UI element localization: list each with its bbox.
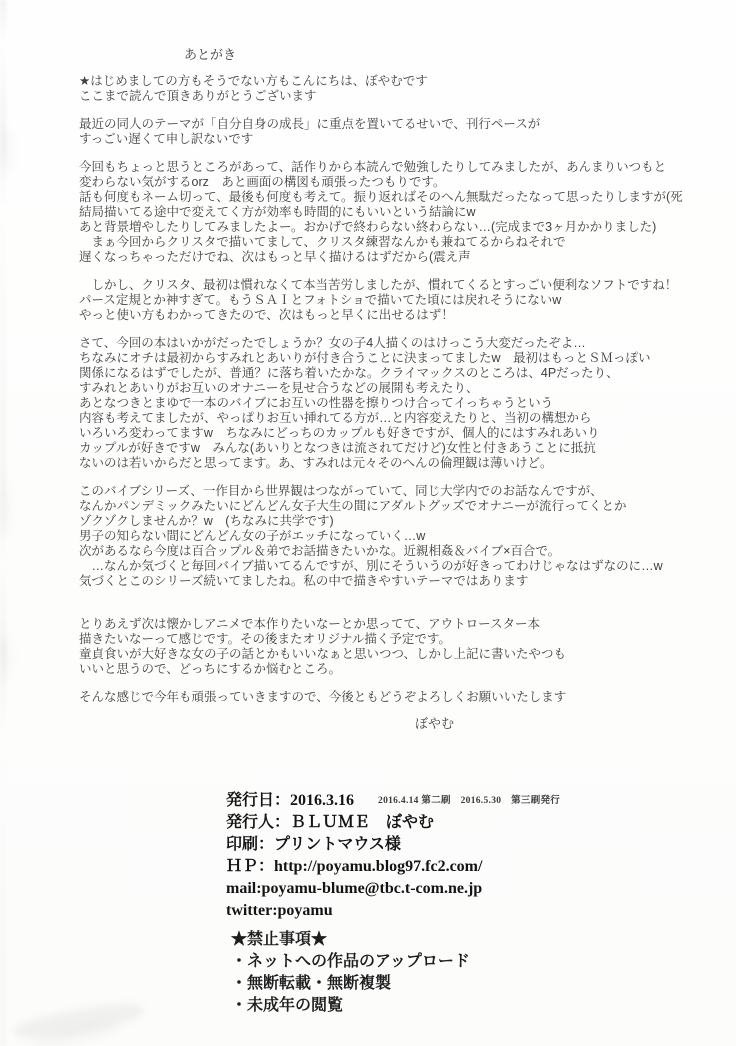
body-text-line: 最近の同人のテーマが「自分自身の成長」に重点を置いてるせいで、刊行ペースが xyxy=(79,117,541,131)
paragraph xyxy=(79,160,719,265)
body-text-line: このバイブシリーズ、一作目から世界観はつながっていて、同じ大学内でのお話なんですが、 xyxy=(79,484,603,498)
body-text-line: あと背景増やしたりしてみましたよー。おかげで終わらない終わらない…(完成まで3ヶ月かかりました) xyxy=(79,220,657,234)
body-text-line: 関係になるはずでしたが、普通？に落ち着いたかな。クライマックスのところは、4Pだったり、 xyxy=(79,366,619,380)
scan-smudge xyxy=(1,478,8,538)
body-text-line: ないのは若いからだと思ってます。あ、すみれは元々そのへんの倫理観は薄いけど。 xyxy=(79,456,553,470)
paragraph xyxy=(79,336,719,471)
scan-smudge xyxy=(2,128,10,174)
scan-smudge xyxy=(2,636,9,680)
body-text-line: 結局描いてる途中で変えてく方が効率も時間的にもいいという結論にw xyxy=(79,205,476,219)
body-text-line: 遅くなっちゃっただけでね、次はもっと早く描けるはずだから(震え声 xyxy=(79,250,471,264)
body-text-line: 次があるなら今度は百合ップル＆弟でお話描きたいかな。近親相姦＆バイブ×百合で。 xyxy=(79,544,561,558)
body-text-line: とりあえず次は懐かしアニメで本作りたいなーとか思ってて、アウトロースター本 xyxy=(79,617,541,631)
body-text-line: 描きたいなーって感じです。その後またオリジナル描く予定です。 xyxy=(79,632,451,646)
body-text-line: ちなみにオチは最初からすみれとあいりが付き合うことに決まってましたw 最初はもっとＳＭっぽい xyxy=(79,351,651,365)
body-text-line: すっごい遅くて申し訳ないです xyxy=(79,132,254,146)
author-signature: ぼやむ xyxy=(415,716,455,731)
body-text-line: ここまで読んで頂きありがとうございます xyxy=(79,89,317,103)
colophon-text: ＨＰ：http://poyamu.blog97.fc2.com/ xyxy=(226,858,483,875)
body-text-line: しかし、クリスタ、最初は慣れなくて本当苦労しましたが、慣れてくるとすっごい便利なソフトですね！ xyxy=(79,278,678,292)
colophon-row xyxy=(226,878,560,900)
body-text-line: …なんか気づくと毎回バイブ描いてるんですが、別にそういうのが好きってわけじゃなはずなのに…w xyxy=(79,559,663,573)
body-text-line: 気づくとこのシリーズ続いてましたね。私の中で描きやすいテーマではあります xyxy=(79,574,529,588)
body-text-line: そんな感じで今年も頑張っていきますので、今後ともどうぞよろしくお願いいたします xyxy=(79,690,567,704)
body-text-line: あとなつきとまゆで一本のバイブにお互いの性器を擦りつけ合ってイっちゃうという xyxy=(79,396,554,410)
body-text-line: すみれとあいりがお互いのオナニーを見せ合うなどの展開も考えたり、 xyxy=(79,381,479,395)
paragraph xyxy=(79,278,719,323)
paragraph xyxy=(79,74,719,104)
colophon-text: twitter:poyamu xyxy=(226,902,333,919)
colophon-text: 発行日：2016.3.16 xyxy=(226,792,355,809)
paragraph xyxy=(79,690,719,705)
body-text-line: 話も何度もネーム切って、最後も何度も考えて。振り返ればそのへん無駄だったなって思ったりしますが(死 xyxy=(79,190,683,204)
paragraph xyxy=(79,484,719,589)
colophon-reprint-note: 2016.4.14 第二刷 2016.5.30 第三刷発行 xyxy=(378,796,561,806)
prohibition-item: ・無断転載・無断複製 xyxy=(231,975,392,992)
body-text-line: さて、今回の本はいかがだったでしょうか？女の子4人描くのはけっこう大変だったぞよ… xyxy=(79,336,586,350)
colophon-text: 発行人：ＢＬＵＭＥ ぼやむ xyxy=(226,814,435,831)
paragraph xyxy=(79,117,719,147)
body-text-line: 男子の知らない間にどんどん女の子がエッチになっていく…w xyxy=(79,529,426,543)
body-text-line: ゾクゾクしませんか？w (ちなみに共学です) xyxy=(79,514,334,528)
body-text-line: パース定規とか神すぎて。もうＳＡＩとフォトショで描いてた頃には戻れそうにないw xyxy=(79,293,562,307)
prohibitions xyxy=(231,929,470,1017)
body-text-line: 今回もちょっと思うところがあって、話作りから本読んで勉強したりしてみましたが、あんまりいつもと xyxy=(79,160,667,174)
colophon-row xyxy=(226,834,560,856)
body-text-line: やっと使い方もわかってきたので、次はもっと早くに出せるはず！ xyxy=(79,308,454,322)
body-text-line: いいと思うので、どっちにするか悩むところ。 xyxy=(79,662,342,676)
prohibitions-list xyxy=(231,951,470,1017)
prohibition-item: ・ネットへの作品のアップロード xyxy=(231,953,470,970)
body-text-line: 内容も考えてましたが、やっぱりお互い挿れてる方が…と内容変えたりと、当初の構想から xyxy=(79,411,592,425)
prohibition-item: ・未成年の閲覧 xyxy=(231,997,344,1014)
colophon-row xyxy=(226,856,560,878)
body-text-line: ★はじめましての方もそうでない方もこんにちは、ぼやむです xyxy=(79,74,428,88)
body-text-line: まぁ今回からクリスタで描いてまして、クリスタ練習なんかも兼ねてるからねそれで xyxy=(79,235,566,249)
prohibitions-heading: ★禁止事項★ xyxy=(231,931,328,948)
colophon-row xyxy=(226,790,560,812)
colophon-text: 印刷：プリントマウス様 xyxy=(226,836,401,853)
body-text-line: カップルが好きですw みんな(あいりとなつきは流されてだけど)女性と付きあうことに抵抗 xyxy=(79,441,596,455)
paragraph xyxy=(79,617,719,677)
colophon-row xyxy=(226,812,560,834)
body-text-line: なんかパンデミックみたいにどんどん女子大生の間にアダルトグッズでオナニーが流行ってくとか xyxy=(79,499,627,513)
colophon xyxy=(226,790,560,922)
colophon-row xyxy=(226,900,560,922)
page-title: あとがき xyxy=(184,47,237,62)
body-text-line: 変わらない気がするorz あと画面の構図も頑張ったつもりです。 xyxy=(79,175,446,189)
body-text-line: 童貞食いが大好きな女の子の話とかもいいなぁと思いつつ、しかし上記に書いたやつも xyxy=(79,647,567,661)
colophon-text: mail:poyamu-blume@tbc.t-com.ne.jp xyxy=(226,880,483,897)
afterword-body xyxy=(79,74,719,705)
body-text-line: いろいろ変わってますw ちなみにどっちのカップルも好きですが、個人的にはすみれあいり xyxy=(79,426,600,440)
